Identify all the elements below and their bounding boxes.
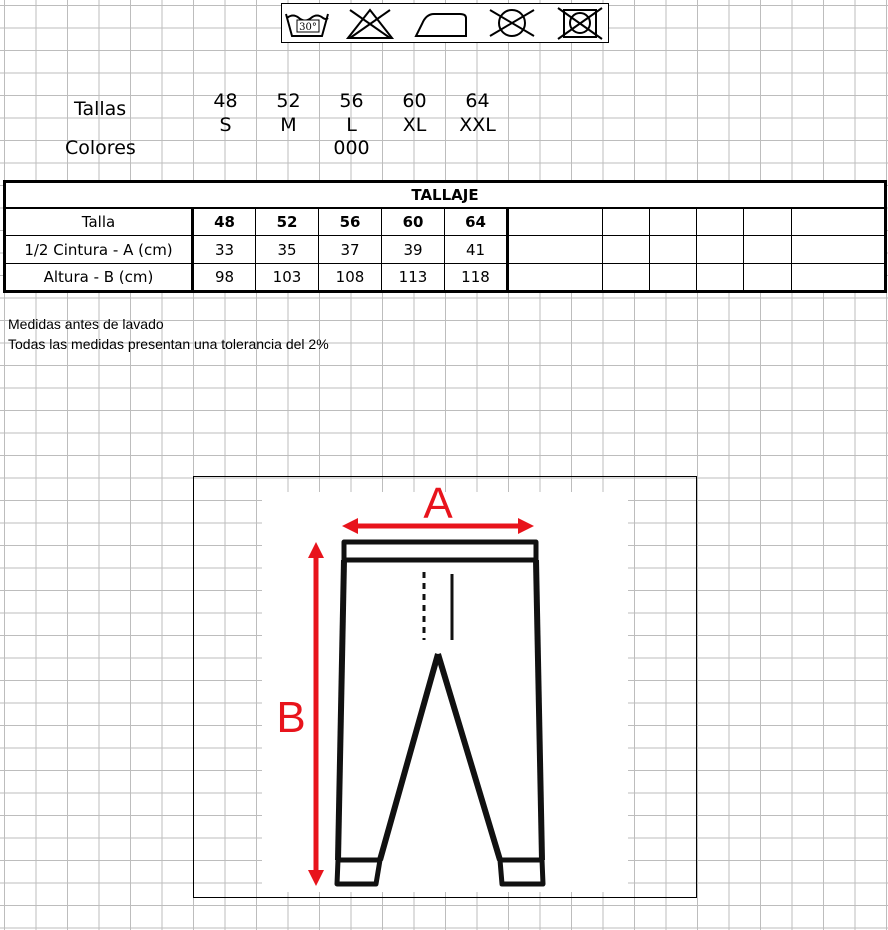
color-value: 000 [333,137,370,159]
table-cell: 108 [319,264,382,292]
table-cell: 48 [193,208,256,236]
table-cell: 37 [319,236,382,264]
size-number: 60 [402,90,427,112]
height-arrow-b [308,542,324,886]
table-cell: 98 [193,264,256,292]
table-cell: 35 [256,236,319,264]
size-letter: L [346,114,357,136]
row-label: 1/2 Cintura - A (cm) [5,236,193,264]
table-cell: 113 [382,264,445,292]
note-before-wash: Medidas antes de lavado [8,316,164,332]
table-cell: 56 [319,208,382,236]
label-b: B [276,693,306,742]
size-number: 52 [276,90,301,112]
size-letter: M [280,114,297,136]
size-letter: XXL [459,114,496,136]
size-number: 64 [465,90,490,112]
size-number: 56 [339,90,364,112]
table-cell: 39 [382,236,445,264]
table-cell: 33 [193,236,256,264]
table-cell: 60 [382,208,445,236]
svg-text:30°: 30° [299,22,317,33]
table-cell: 41 [445,236,508,264]
size-number: 48 [213,90,238,112]
table-cell: 52 [256,208,319,236]
tallas-label: Tallas [74,98,127,120]
size-letter: S [219,114,232,136]
table-cell: 64 [445,208,508,236]
table-cell: 103 [256,264,319,292]
colores-label: Colores [65,137,136,159]
pants-outline [337,542,543,884]
note-tolerance: Todas las medidas presentan una tolerancia del 2% [8,336,329,352]
row-label: Altura - B (cm) [5,264,193,292]
row-label: Talla [5,208,193,236]
table-cell: 118 [445,264,508,292]
size-letter: XL [402,114,427,136]
tallaje-title: TALLAJE [5,182,886,208]
label-a: A [423,479,453,528]
